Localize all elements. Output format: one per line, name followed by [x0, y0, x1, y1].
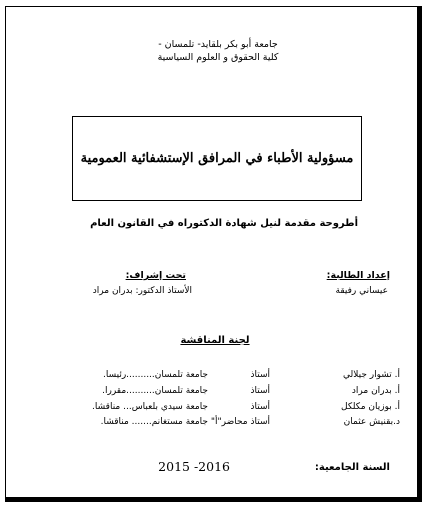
member-institution: جامعة مستغانم....... مناقشا.: [100, 417, 208, 427]
student-name: عيساني رفيقة: [335, 286, 388, 296]
member-institution: جامعة تلمسان..........رئيسا.: [102, 370, 208, 380]
committee-row: [0, 370, 430, 384]
committee-row: [0, 402, 430, 416]
prepared-by-label: إعداد الطالبة:: [326, 270, 390, 281]
supervisor-name: الأستاذ الدكتور: بدران مراد: [92, 286, 192, 296]
member-name: د.بقنيش عثمان: [343, 417, 400, 427]
committee-row: [0, 386, 430, 400]
committee-title: لجنة المناقشة: [180, 335, 250, 346]
academic-year-label: السنة الجامعية:: [314, 462, 390, 473]
thesis-title: مسؤولية الأطباء في المرافق الإستشفائية العمومية: [80, 151, 354, 166]
member-institution: جامعة سيدي بلعباس... مناقشا.: [92, 402, 208, 412]
member-rank: أستاذ: [250, 386, 270, 396]
thesis-subtitle: أطروحة مقدمة لنيل شهادة الدكتوراه في القانون العام: [90, 218, 358, 229]
member-name: أ. تشوار جيلالي: [342, 370, 400, 380]
faculty-name: كلية الحقوق و العلوم السياسية: [157, 52, 279, 63]
member-name: أ. بوزيان مكلكل: [341, 402, 400, 412]
university-name: جامعة أبو بكر بلقايد- تلمسان -: [158, 39, 278, 50]
member-name: أ. بدران مراد: [351, 386, 400, 396]
supervisor-label: تحت إشراف:: [125, 270, 186, 281]
university-header: [118, 38, 318, 64]
member-institution: جامعة تلمسان..........مقررا.: [102, 386, 208, 396]
committee-row: [0, 417, 430, 431]
member-rank: أستاذ: [250, 402, 270, 412]
thesis-title-box: [72, 116, 362, 201]
academic-year-value: 2015 -2016: [158, 459, 230, 474]
member-rank: أستاذ محاضر"أ": [210, 417, 270, 427]
member-rank: أستاذ: [250, 370, 270, 380]
